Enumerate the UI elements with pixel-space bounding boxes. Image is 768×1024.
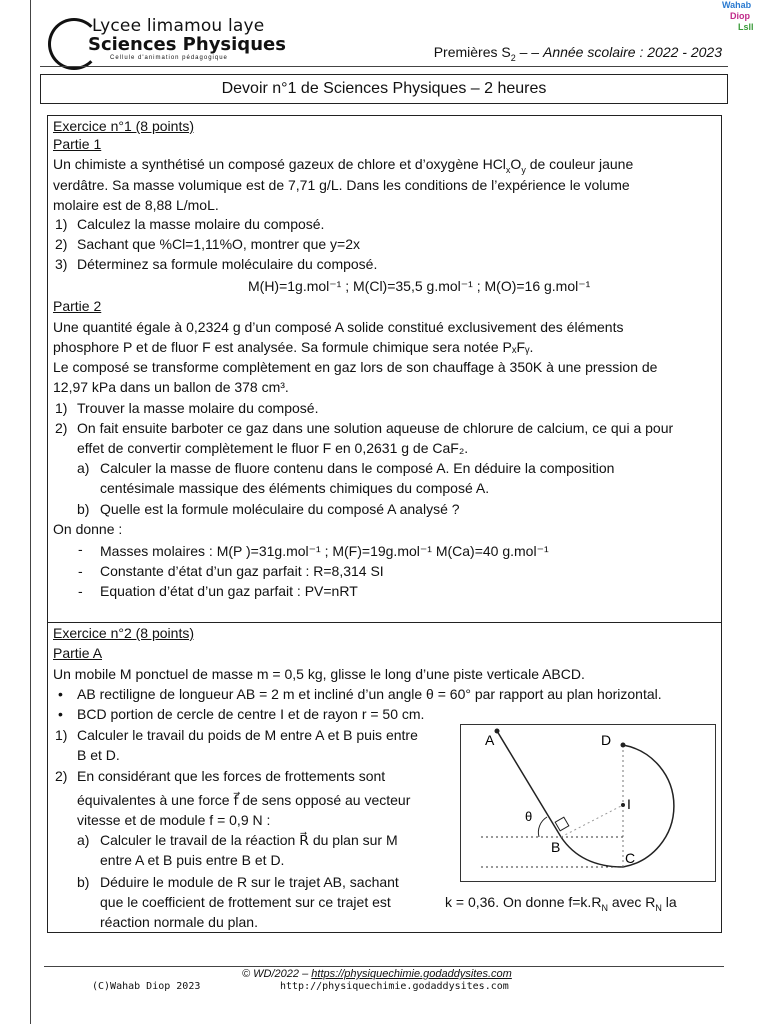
ex2-q1b: B et D. <box>77 747 120 763</box>
q-number: 3) <box>55 256 68 272</box>
track-diagram <box>461 725 715 881</box>
ex2-q2b: équivalentes à une force f⃗ de sens opposé au vecteur <box>77 792 411 808</box>
ex1-p1-line3: molaire est de 8,88 L/moL. <box>53 197 219 213</box>
footer-divider <box>44 966 724 967</box>
dash: - <box>78 541 83 557</box>
q-number: 2) <box>55 236 68 252</box>
ex1-p2-q2: On fait ensuite barboter ce gaz dans une solution aqueuse de chlorure de calcium, ce qui a pour <box>77 420 674 436</box>
ex2-bullet2: BCD portion de cercle de centre I et de rayon r = 50 cm. <box>77 706 425 722</box>
ex1-sub-a: Calculer la masse de fluore contenu dans le composé A. En déduire la composition <box>100 460 615 476</box>
ex1-p1-line1: Un chimiste a synthétisé un composé gazeux de chlore et d’oxygène $HCl_xO_y$ de couleur jaune <box>53 156 634 175</box>
ex1-donne: On donne : <box>53 521 123 537</box>
radius-IB <box>561 805 623 837</box>
ex2-qb: Déduire le module de R sur le trajet AB, sachant <box>100 874 399 890</box>
sub-letter: a) <box>77 460 90 476</box>
label-C: C <box>625 850 636 866</box>
dash: - <box>78 563 83 579</box>
author-badge: Wahab Diop Lsll <box>722 0 754 32</box>
ex1-data2: Constante d’état d’un gaz parfait : R=8,314 SI <box>100 563 384 579</box>
ex1-masses: M(H)=1g.mol⁻¹ ; M(Cl)=35,5 g.mol⁻¹ ; M(O)=16 g.mol⁻¹ <box>248 278 591 294</box>
ex1-part1: Partie 1 <box>53 136 102 152</box>
ex1-p2-line1: Une quantité égale à 0,2324 g d’un composé A solide constitué exclusivement des éléments <box>53 319 624 335</box>
dash: - <box>78 583 83 599</box>
footer-copyright: (C)Wahab Diop 2023 <box>92 981 201 992</box>
track-figure <box>460 724 716 882</box>
ex1-sub-a2: centésimale massique des éléments chimiques du composé A. <box>100 480 490 496</box>
ex1-q2: Sachant que %Cl=1,11%O, montrer que y=2x <box>77 236 361 252</box>
class-year: Premières $S_2$ – – Année scolaire : 2022 - 2023 <box>433 44 722 63</box>
ex1-data1: Masses molaires : M(P )=31g.mol⁻¹ ; M(F)=19g.mol⁻¹ M(Ca)=40 g.mol⁻¹ <box>100 543 549 559</box>
ex2-q2: En considérant que les forces de frottements sont <box>77 768 386 784</box>
label-theta: θ <box>525 809 533 824</box>
bullet-icon: • <box>58 706 63 722</box>
footer-credit: © WD/2022 – https://physiquechimie.godaddysites.com <box>242 968 512 980</box>
page-title: Devoir n°1 de Sciences Physiques – 2 heures <box>40 74 728 104</box>
ex1-q1: Calculez la masse molaire du composé. <box>77 216 325 232</box>
ex1-part2: Partie 2 <box>53 298 102 314</box>
sub-letter: b) <box>77 874 90 890</box>
point-D <box>621 743 626 748</box>
bullet-icon: • <box>58 686 63 702</box>
right-angle-mark <box>555 817 569 831</box>
ex1-q3: Déterminez sa formule moléculaire du composé. <box>77 256 378 272</box>
label-I: I <box>627 796 631 812</box>
ex2-heading: Exercice n°2 (8 points) <box>53 625 194 641</box>
ex2-q1: Calculer le travail du poids de M entre A et B puis entre <box>77 727 418 743</box>
ex2-qb2: que le coefficient de frottement sur ce trajet est <box>100 894 391 910</box>
ex2-qa: Calculer le travail de la réaction R⃗ du plan sur M <box>100 832 398 848</box>
label-A: A <box>485 732 495 748</box>
header-divider <box>40 66 728 67</box>
ex1-p1-line2: verdâtre. Sa masse volumique est de 7,71 g/L. Dans les conditions de l’expérience le volume <box>53 177 630 193</box>
q-number: 1) <box>55 727 68 743</box>
point-A <box>495 729 500 734</box>
footer-link[interactable]: https://physiquechimie.godaddysites.com <box>311 968 512 980</box>
margin-rule <box>30 0 31 1024</box>
q-number: 2) <box>55 420 68 436</box>
ex1-data3: Equation d’état d’un gaz parfait : PV=nRT <box>100 583 358 599</box>
ex2-q2c: vitesse et de module f = 0,9 N : <box>77 812 271 828</box>
ex2-qa2: entre A et B puis entre B et D. <box>100 852 285 868</box>
ex2-intro: Un mobile M ponctuel de masse m = 0,5 kg, glisse le long d’une piste verticale ABCD. <box>53 666 585 682</box>
ex2-qb3: réaction normale du plan. <box>100 914 258 930</box>
label-B: B <box>551 839 561 855</box>
label-D: D <box>601 732 612 748</box>
school-name: Lycee limamou laye <box>92 16 265 36</box>
ex2-bullet1: AB rectiligne de longueur AB = 2 m et incliné d’un angle θ = 60° par rapport au plan horizontal. <box>77 686 662 702</box>
sub-letter: a) <box>77 832 90 848</box>
ex1-p2-line3: Le composé se transforme complètement en gaz lors de son chauffage à 350K à une pression de <box>53 359 658 375</box>
angle-arc <box>538 817 547 837</box>
ex1-p2-q2b: effet de convertir complètement le fluor F en 0,2631 g de CaF₂. <box>77 440 469 456</box>
logo-tagline: Cellule d'animation pédagogique <box>110 55 228 61</box>
ex1-sub-b: Quelle est la formule moléculaire du composé A analysé ? <box>100 501 460 517</box>
curve-BC <box>561 837 623 867</box>
ex1-heading: Exercice n°1 (8 points) <box>53 118 194 134</box>
department-name: Sciences Physiques <box>88 34 286 55</box>
footer-url[interactable]: http://physiquechimie.godaddysites.com <box>280 981 509 992</box>
ex1-p2-line2: phosphore P et de fluor F est analysée. Sa formule chimique sera notée PₓFᵧ. <box>53 339 534 355</box>
ex2-qb-tail: k = 0,36. On donne $f=k.R_N$ avec $R_N$ la <box>445 894 677 913</box>
q-number: 1) <box>55 216 68 232</box>
ex2-partA: Partie A <box>53 645 103 661</box>
q-number: 1) <box>55 400 68 416</box>
q-number: 2) <box>55 768 68 784</box>
ex1-p2-q1: Trouver la masse molaire du composé. <box>77 400 319 416</box>
ex1-p2-line4: 12,97 kPa dans un ballon de 378 cm³. <box>53 379 289 395</box>
point-I <box>621 803 625 807</box>
sub-letter: b) <box>77 501 90 517</box>
